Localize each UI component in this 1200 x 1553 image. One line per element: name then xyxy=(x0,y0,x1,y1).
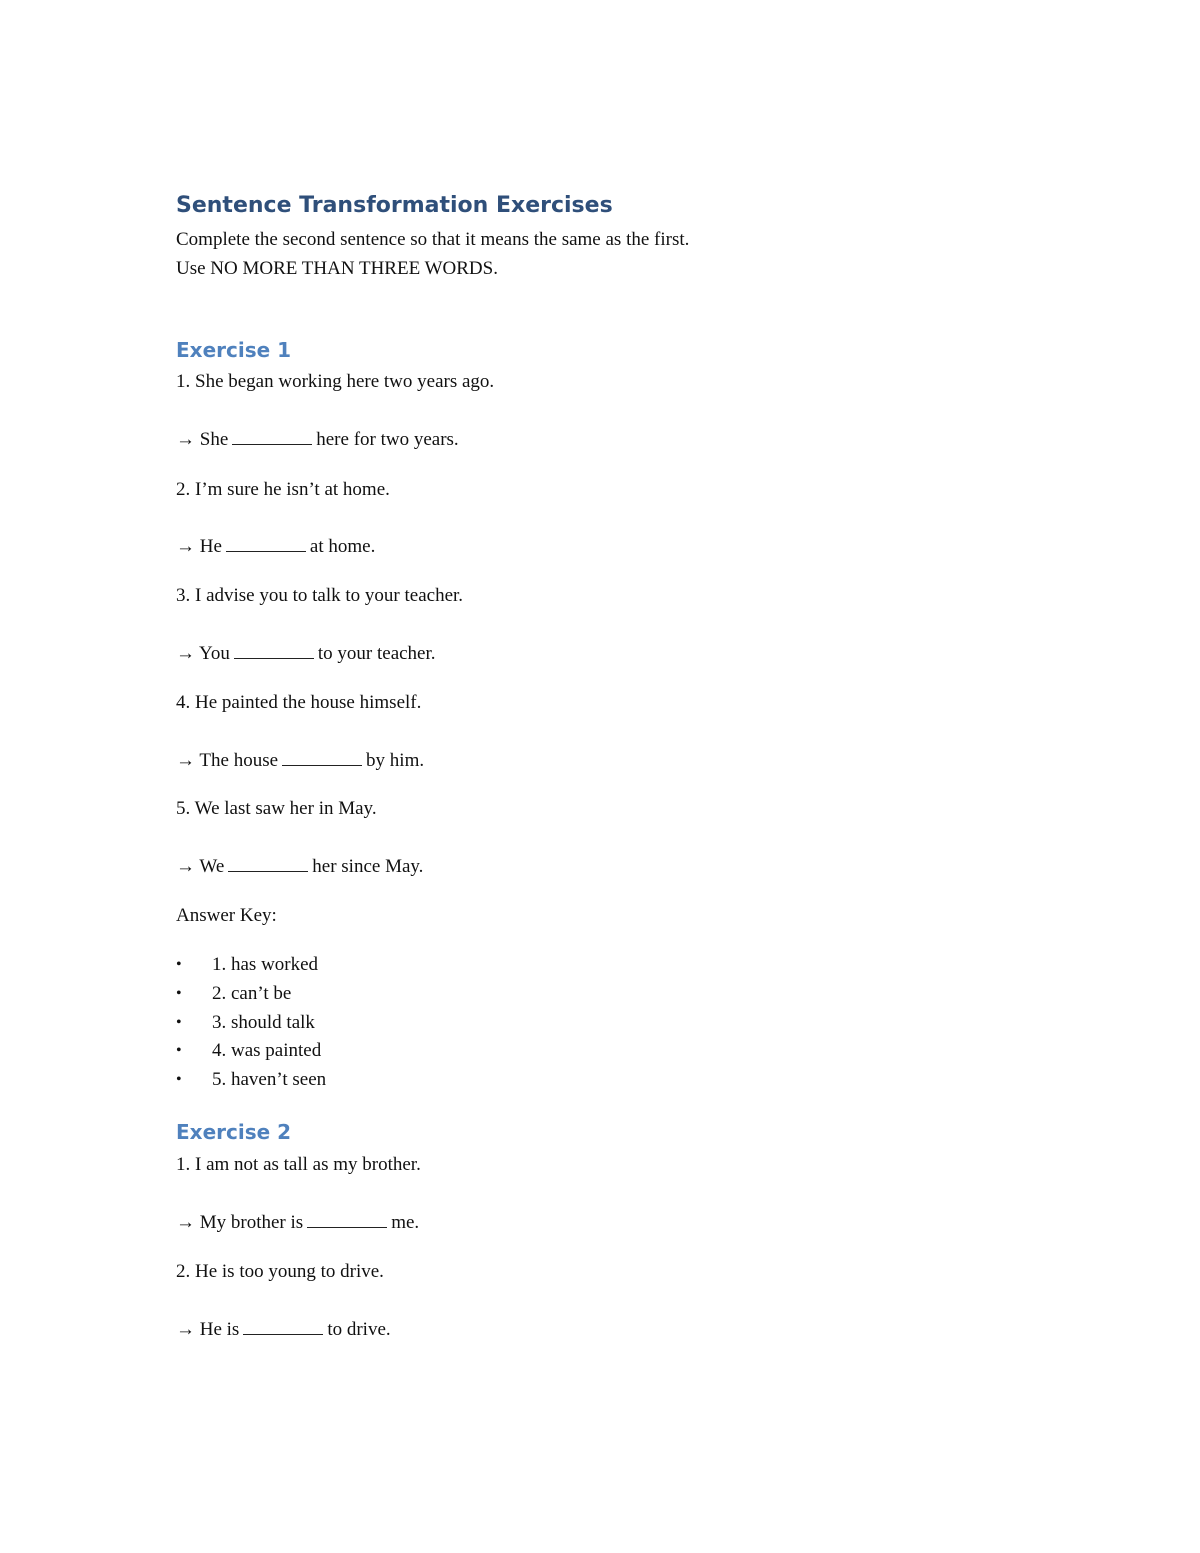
ex1-item-5-prompt: 5. We last saw her in May. xyxy=(176,798,377,819)
ex1-item-4-prompt: 4. He painted the house himself. xyxy=(176,692,422,713)
transform-start: We xyxy=(199,856,225,877)
transform-end: her since May. xyxy=(312,856,424,877)
transform-end: at home. xyxy=(309,536,376,557)
arrow-icon: → xyxy=(176,1212,195,1233)
answer-blank xyxy=(243,1317,323,1335)
ex1-item-3-prompt: 3. I advise you to talk to your teacher. xyxy=(176,585,464,606)
exercise-2-heading: Exercise 2 xyxy=(176,1120,292,1144)
answer-blank xyxy=(234,641,314,659)
ex1-item-1-transform xyxy=(176,426,459,454)
arrow-icon: → xyxy=(176,643,195,664)
transform-end: to your teacher. xyxy=(317,643,436,664)
transform-start: You xyxy=(199,643,230,664)
ex1-item-1-prompt: 1. She began working here two years ago. xyxy=(176,371,495,392)
transform-end: me. xyxy=(391,1212,420,1233)
ex1-item-2-prompt: 2. I’m sure he isn’t at home. xyxy=(176,479,390,500)
transform-start: The house xyxy=(199,750,279,771)
answer-blank xyxy=(228,854,308,872)
transform-end: to drive. xyxy=(327,1319,391,1340)
answer-text: 4. was painted xyxy=(212,1040,322,1062)
ex1-item-4-transform xyxy=(176,747,424,775)
ex1-item-2-transform xyxy=(176,533,375,561)
answer-text: 5. haven’t seen xyxy=(212,1069,327,1091)
ex2-item-2-transform xyxy=(176,1316,391,1344)
ex2-item-2-prompt: 2. He is too young to drive. xyxy=(176,1261,384,1282)
ex2-item-1-transform xyxy=(176,1209,419,1237)
instruction-line-1: Complete the second sentence so that it means the same as the first. xyxy=(176,229,690,250)
bullet-icon: • xyxy=(176,956,182,973)
bullet-icon: • xyxy=(176,984,182,1002)
transform-end: here for two years. xyxy=(316,429,459,450)
transform-start: He is xyxy=(199,1319,240,1340)
answer-key-label: Answer Key: xyxy=(176,905,277,926)
answer-text: 1. has worked xyxy=(212,954,319,975)
arrow-icon: → xyxy=(176,1319,195,1340)
answer-text: 3. should talk xyxy=(212,1011,315,1033)
ex1-item-3-transform xyxy=(176,640,436,668)
answer-blank xyxy=(307,1210,387,1228)
answer-blank xyxy=(282,748,362,766)
bullet-icon: • xyxy=(176,1042,182,1060)
document-title: Sentence Transformation Exercises xyxy=(176,193,613,218)
transform-start: My brother is xyxy=(199,1212,304,1233)
exercise-1-heading: Exercise 1 xyxy=(176,338,292,362)
answer-blank xyxy=(232,427,312,445)
ex1-item-5-transform xyxy=(176,853,423,881)
instruction-line-2: Use NO MORE THAN THREE WORDS. xyxy=(176,258,498,279)
arrow-icon: → xyxy=(176,856,195,877)
transform-start: He xyxy=(199,536,222,557)
ex2-item-1-prompt: 1. I am not as tall as my brother. xyxy=(176,1154,421,1175)
arrow-icon: → xyxy=(176,750,195,771)
arrow-icon: → xyxy=(176,429,195,450)
bullet-icon: • xyxy=(176,1013,182,1031)
answer-text: 2. can’t be xyxy=(212,982,292,1004)
arrow-icon: → xyxy=(176,536,195,557)
transform-end: by him. xyxy=(366,750,425,771)
bullet-icon: • xyxy=(176,1071,182,1089)
transform-start: She xyxy=(199,429,229,450)
answer-blank xyxy=(226,534,306,552)
